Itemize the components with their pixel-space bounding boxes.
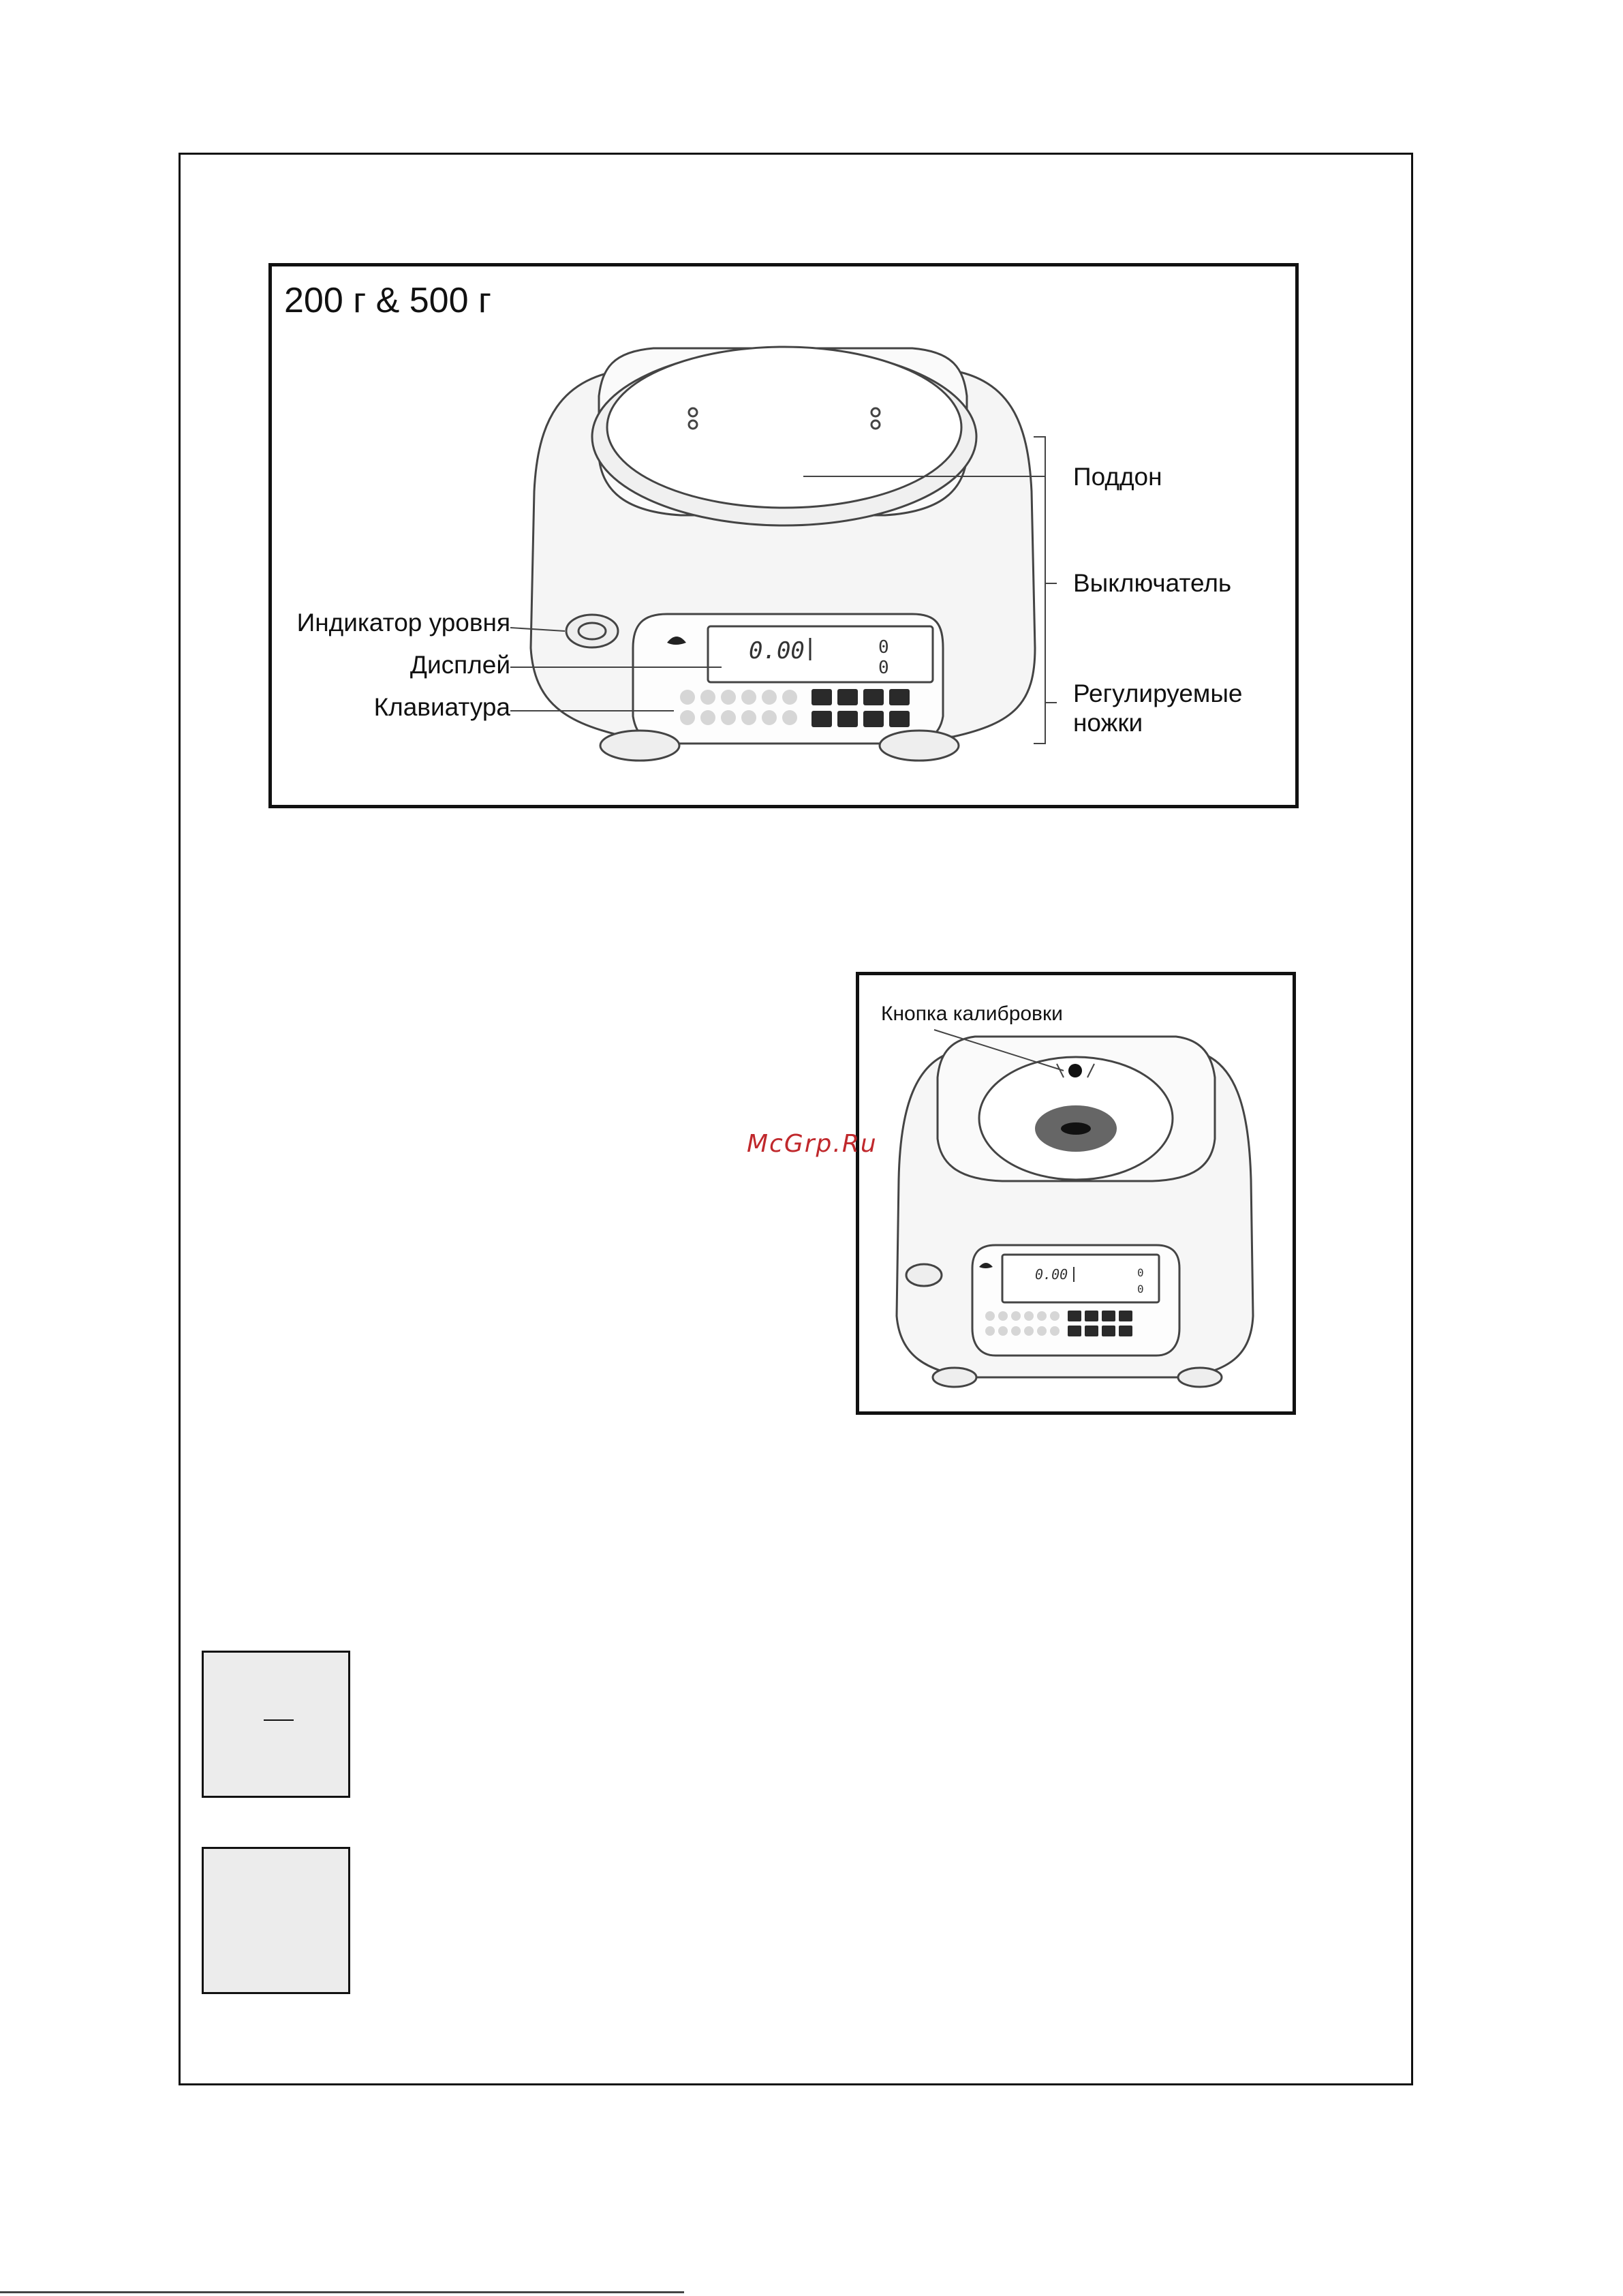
figure-calibration-button: [856, 972, 1296, 1415]
footer-rule: [0, 2291, 684, 2293]
figure-title: 200 г & 500 г: [284, 281, 491, 320]
note-box-2: [202, 1847, 350, 1994]
figure-scale-200-500: [268, 263, 1299, 808]
scale-calibration-illustration: [859, 975, 1293, 1411]
label-display: Дисплей: [409, 651, 510, 679]
label-calibration-button: Кнопка калибровки: [881, 1002, 1063, 1025]
display-unit-bottom: 0: [878, 658, 889, 678]
label-pan: Поддон: [1073, 463, 1162, 491]
label-level-indicator: Индикатор уровня: [296, 609, 510, 637]
label-keypad: Клавиатура: [373, 693, 510, 721]
watermark: McGrp.Ru: [747, 1130, 878, 1158]
display-unit-bottom-small: 0: [1137, 1283, 1144, 1296]
calibration-button-icon: [1068, 1064, 1082, 1077]
display-unit-top-small: 0: [1137, 1266, 1144, 1279]
dash-mark: [264, 1719, 294, 1721]
label-power-switch: Выключатель: [1073, 569, 1232, 597]
display-unit-top: 0: [878, 637, 889, 658]
label-adjustable-feet: Регулируемые ножки: [1073, 679, 1243, 737]
display-reading-small: 0.00: [1035, 1266, 1068, 1283]
display-reading: 0.00: [749, 637, 805, 664]
note-box-1: [202, 1651, 350, 1798]
